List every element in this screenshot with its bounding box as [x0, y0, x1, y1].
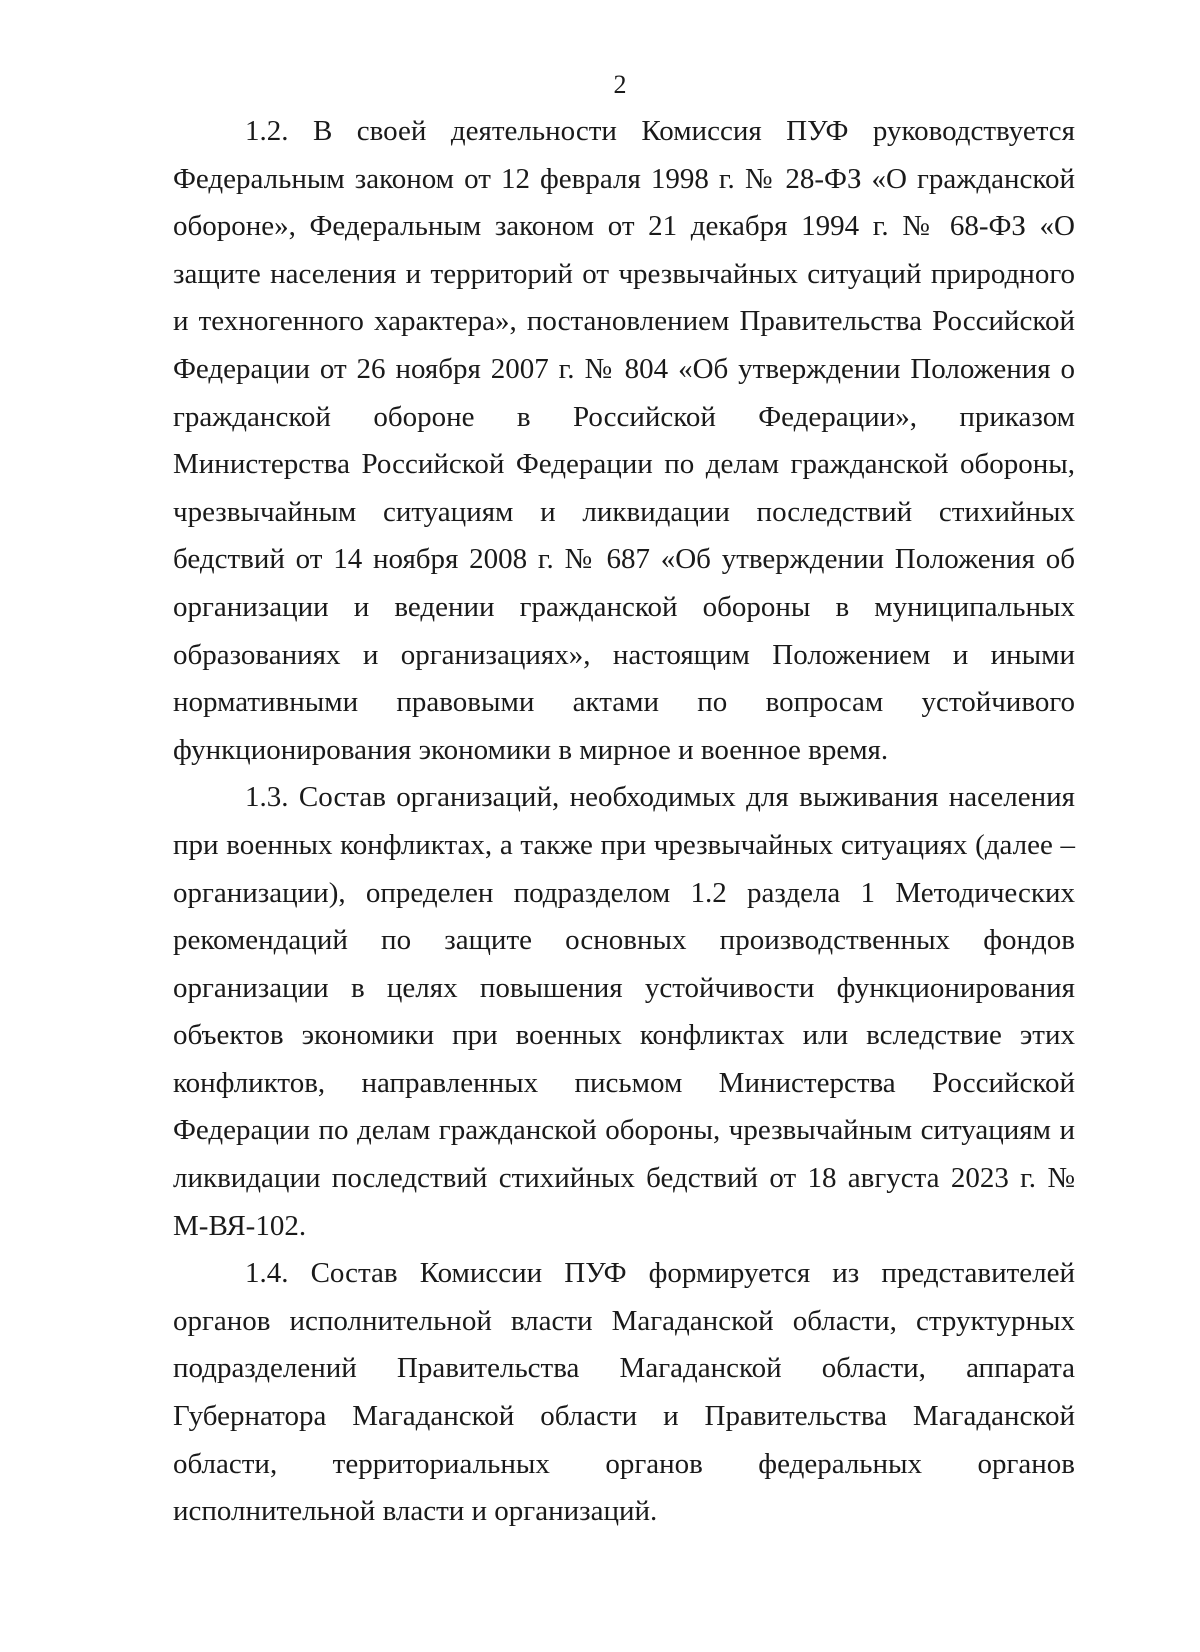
paragraph-1-3: 1.3. Состав организаций, необходимых для выживания населения при военных конфликтах, а также при чрезвычайных ситуациях (далее – организации), определен подразделом 1.2 раздела 1 Методических рекомендаций по защите основных производственных фондов организации в целях повышения устойчивости функционирования объектов экономики при военных конфликтах или вследствие этих конфликтов, направленных письмом Министерства Российской Федерации по делам гражданской обороны, чрезвычайным ситуациям и ликвидации последствий стихийных бедствий от 18 августа 2023 г. № М-ВЯ-102. [173, 781, 1075, 1242]
paragraph-1-4: 1.4. Состав Комиссии ПУФ формируется из представителей органов исполнительной власти Магаданской области, структурных подразделений Правительства Магаданской области, аппарата Губернатора Магаданской области и Правительства Магаданской области, территориальных органов федеральных органов исполнительной власти и организаций. [173, 1257, 1075, 1528]
paragraph-1-2: 1.2. В своей деятельности Комиссия ПУФ руководствуется Федеральным законом от 12 февраля 1998 г. № 28-ФЗ «О гражданской обороне», Федеральным законом от 21 декабря 1994 г. № 68-ФЗ «О защите населения и территорий от чрезвычайных ситуаций природного и техногенного характера», постановлением Правительства Российской Федерации от 26 ноября 2007 г. № 804 «Об утверждении Положения о гражданской обороне в Российской Федерации», приказом Министерства Российской Федерации по делам гражданской обороны, чрезвычайным ситуациям и ликвидации последствий стихийных бедствий от 14 ноября 2008 г. № 687 «Об утверждении Положения об организации и ведении гражданской обороны в муниципальных образованиях и организациях», настоящим Положением и иными нормативными правовыми актами по вопросам устойчивого функционирования экономики в мирное и военное время. [173, 115, 1075, 766]
page-number: 2 [613, 70, 627, 99]
document-body [173, 108, 1075, 1536]
